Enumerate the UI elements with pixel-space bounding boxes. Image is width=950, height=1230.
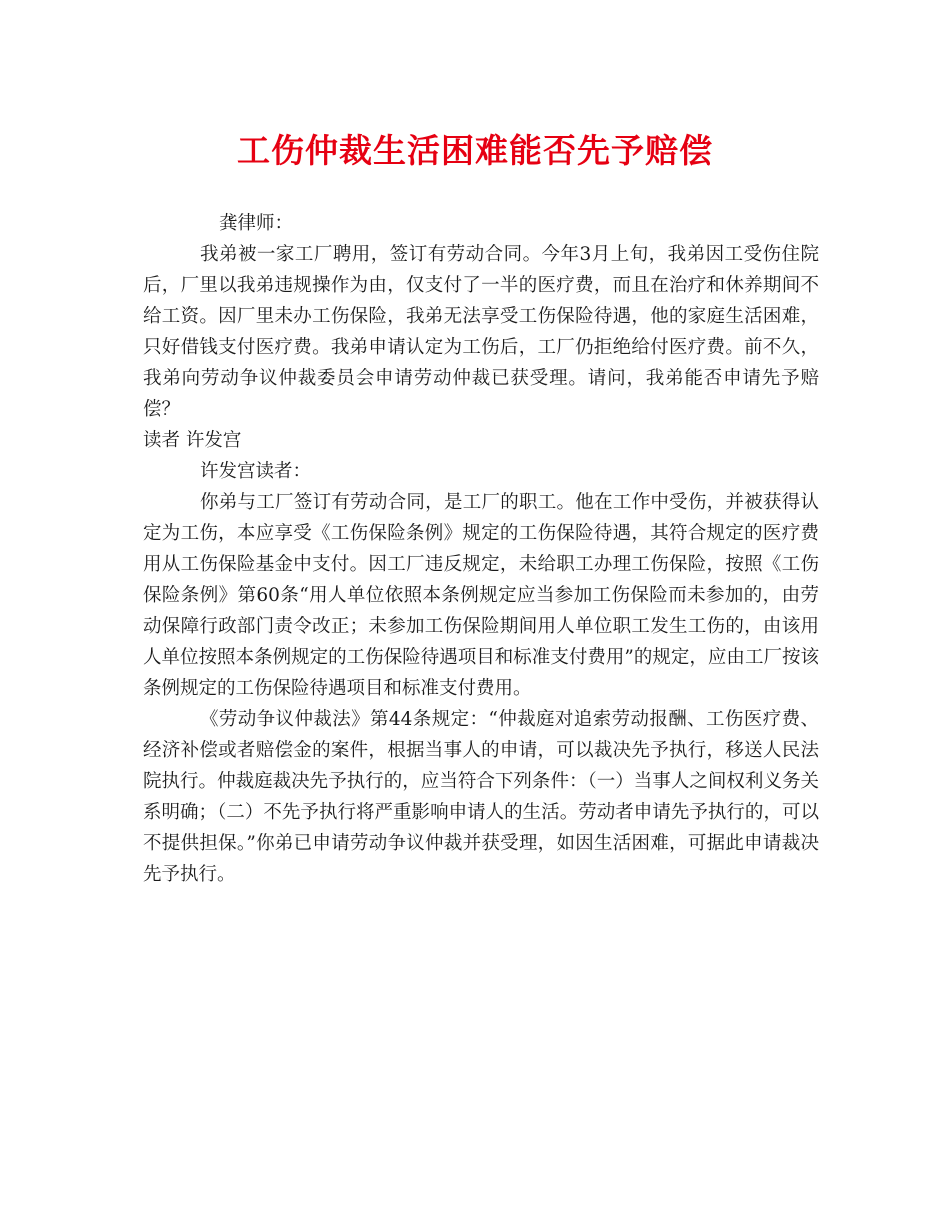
document-title: 工伤仲裁生活困难能否先予赔偿 <box>237 131 713 170</box>
question-paragraph: 我弟被一家工厂聘用，签订有劳动合同。今年3月上旬，我弟因工受伤住院后，厂里以我弟违规操作为由，仅支付了一半的医疗费，而且在治疗和休养期间不给工资。因厂里未办工伤保险，我弟无法享受工伤保险待遇，他的家庭生活困难，只好借钱支付医疗费。我弟申请认定为工伤后，工厂仍拒绝给付医疗费。前不久，我弟向劳动争议仲裁委员会申请劳动仲裁已获受理。请问，我弟能否申请先予赔偿？ <box>143 244 819 420</box>
answer-paragraph-2: 《劳动争议仲裁法》第44条规定：“仲裁庭对追索劳动报酬、工伤医疗费、经济补偿或者赔偿金的案件，根据当事人的申请，可以裁决先予执行，移送人民法院执行。仲裁庭裁决先予执行的，应当符合下列条件：（一）当事人之间权利义务关系明确；（二）不先予执行将严重影响申请人的生活。劳动者申请先予执行的，可以不提供担保。”你弟已申请劳动争议仲裁并获受理，如因生活困难，可据此申请裁决先予执行。 <box>143 709 819 885</box>
reply-salutation: 许发宫读者： <box>200 461 312 482</box>
reader-signature: 读者 许发宫 <box>143 430 242 451</box>
answer-paragraph-1: 你弟与工厂签订有劳动合同，是工厂的职工。他在工作中受伤，并被获得认定为工伤，本应享受《工伤保险条例》规定的工伤保险待遇，其符合规定的医疗费用从工伤保险基金中支付。因工厂违反规定，未给职工办理工伤保险，按照《工伤保险条例》第60条“用人单位依照本条例规定应当参加工伤保险而未参加的，由劳动保障行政部门责令改正；未参加工伤保险期间用人单位职工发生工伤的，由该用人单位按照本条例规定的工伤保险待遇项目和标准支付费用”的规定，应由工厂按该条例规定的工伤保险待遇项目和标准支付费用。 <box>143 492 819 699</box>
letter-salutation: 龚律师： <box>219 213 294 234</box>
document-body <box>143 208 819 890</box>
